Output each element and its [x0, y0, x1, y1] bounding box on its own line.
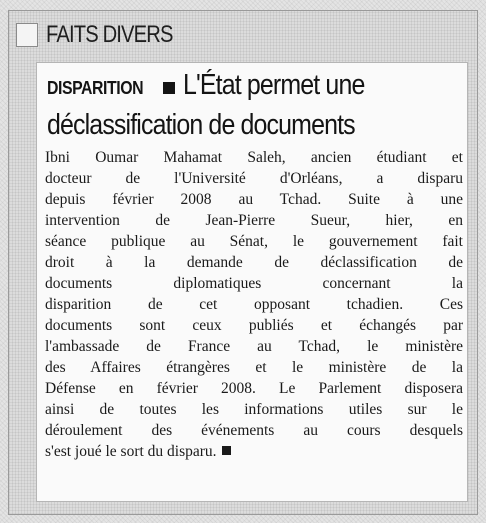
body-line: l'ambassade de France au Tchad, le ministère	[45, 338, 463, 355]
body-line: disparition de cet opposant tchadien. Ces	[45, 296, 463, 313]
title-line-2: déclassification de documents	[47, 109, 355, 141]
body-line: séance publique au Sénat, le gouvernement fait	[45, 233, 463, 250]
body-line-last-text: s'est joué le sort du disparu.	[45, 443, 217, 460]
section-rubric	[16, 20, 197, 50]
body-line: docteur de l'Université d'Orléans, a disparu	[45, 170, 463, 187]
body-line: documents diplomatiques concernant la	[45, 275, 463, 292]
kicker: DISPARITION	[47, 78, 144, 98]
headline-line-1	[47, 69, 457, 107]
title-line-1: L'État permet une	[183, 69, 365, 101]
headline	[47, 69, 457, 143]
body-line: Ibni Oumar Mahamat Saleh, ancien étudiant et	[45, 149, 463, 166]
body-line: documents sont ceux publiés et échangés par	[45, 317, 463, 334]
body-line: intervention de Jean-Pierre Sueur, hier, en	[45, 212, 463, 229]
body-line: depuis février 2008 au Tchad. Suite à une	[45, 191, 463, 208]
article-box	[36, 62, 468, 502]
body-line: des Affaires étrangères et le ministère de la	[45, 359, 463, 376]
end-square-icon	[222, 446, 231, 455]
body-line: ainsi de toutes les informations utiles sur le	[45, 401, 463, 418]
body-line: déroulement des événements au cours desquels	[45, 422, 463, 439]
body-line: droit à la demande de déclassification de	[45, 254, 463, 271]
square-bullet-icon	[163, 82, 175, 94]
rubric-box-mark	[16, 23, 38, 47]
body-line-last	[45, 441, 463, 462]
article-body	[45, 147, 463, 462]
body-line: Défense en février 2008. Le Parlement disposera	[45, 380, 463, 397]
rubric-label: FAITS DIVERS	[46, 21, 173, 48]
